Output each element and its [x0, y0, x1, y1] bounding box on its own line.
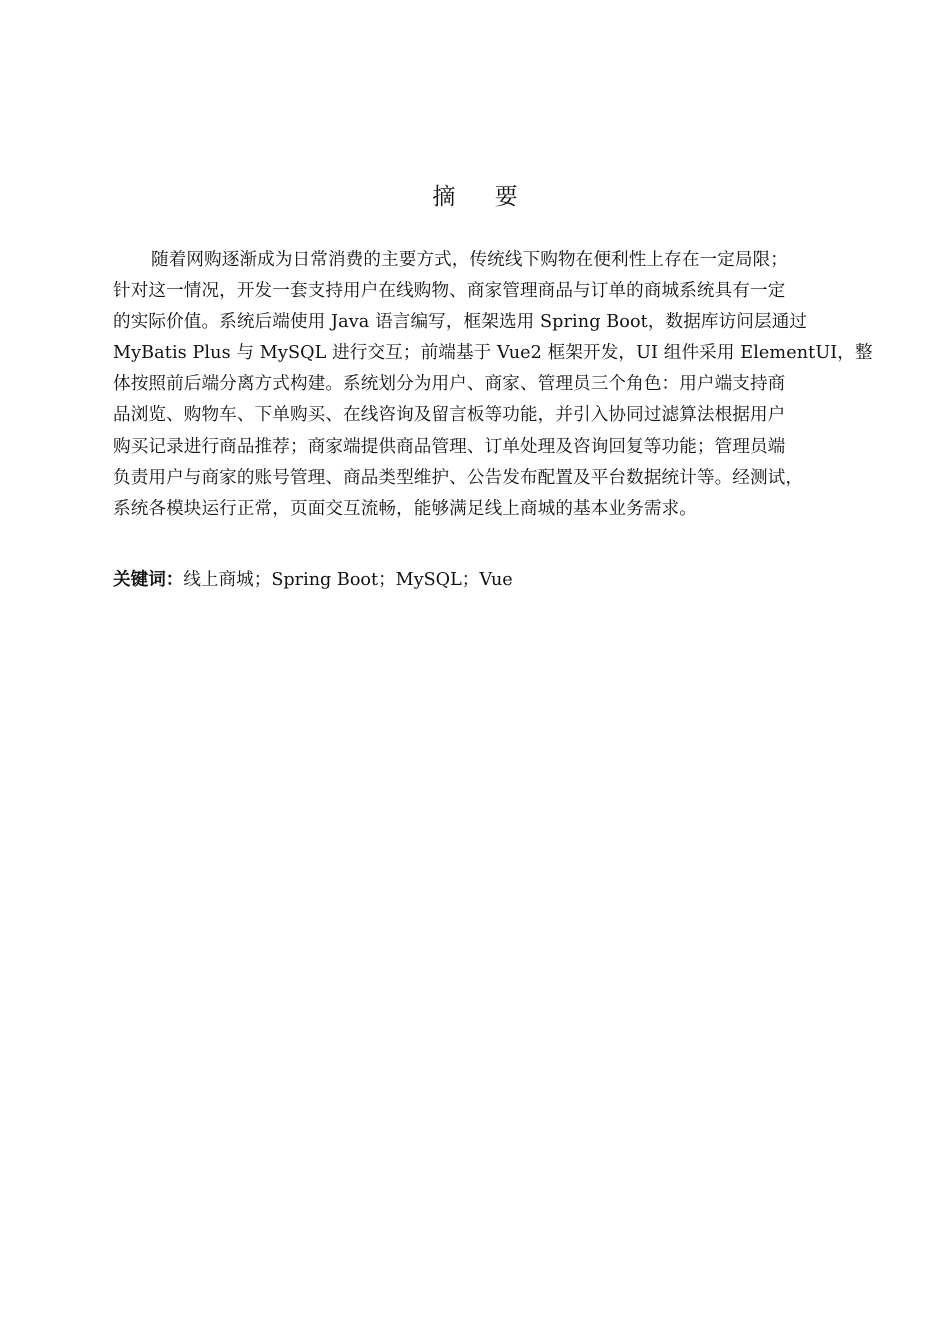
abstract-line: MyBatis Plus 与 MySQL 进行交互；前端基于 Vue2 框架开发，UI 组件采用 ElementUI，整 [113, 343, 873, 364]
abstract-line: 品浏览、购物车、下单购买、在线咨询及留言板等功能，并引入协同过滤算法根据用户 [113, 405, 786, 426]
abstract-line: 针对这一情况，开发一套支持用户在线购物、商家管理商品与订单的商城系统具有一定 [113, 281, 786, 302]
abstract-body [113, 245, 873, 525]
abstract-title: 摘 要 [432, 184, 534, 210]
keywords-text: 线上商城；Spring Boot；MySQL；Vue [183, 570, 513, 590]
keywords-label: 关键词： [113, 570, 184, 590]
abstract-line: 的实际价值。系统后端使用 Java 语言编写，框架选用 Spring Boot，数据库访问层通过 [113, 312, 808, 333]
abstract-line: 随着网购逐渐成为日常消费的主要方式，传统线下购物在便利性上存在一定局限； [151, 250, 788, 270]
abstract-line: 购买记录进行商品推荐；商家端提供商品管理、订单处理及咨询回复等功能；管理员端 [113, 436, 786, 457]
keywords-line [113, 565, 873, 596]
abstract-line: 负责用户与商家的账号管理、商品类型维护、公告发布配置及平台数据统计等。经测试， [113, 467, 804, 488]
abstract-line: 系统各模块运行正常，页面交互流畅，能够满足线上商城的基本业务需求。 [113, 498, 697, 519]
abstract-line: 体按照前后端分离方式构建。系统划分为用户、商家、管理员三个角色：用户端支持商 [113, 374, 786, 395]
